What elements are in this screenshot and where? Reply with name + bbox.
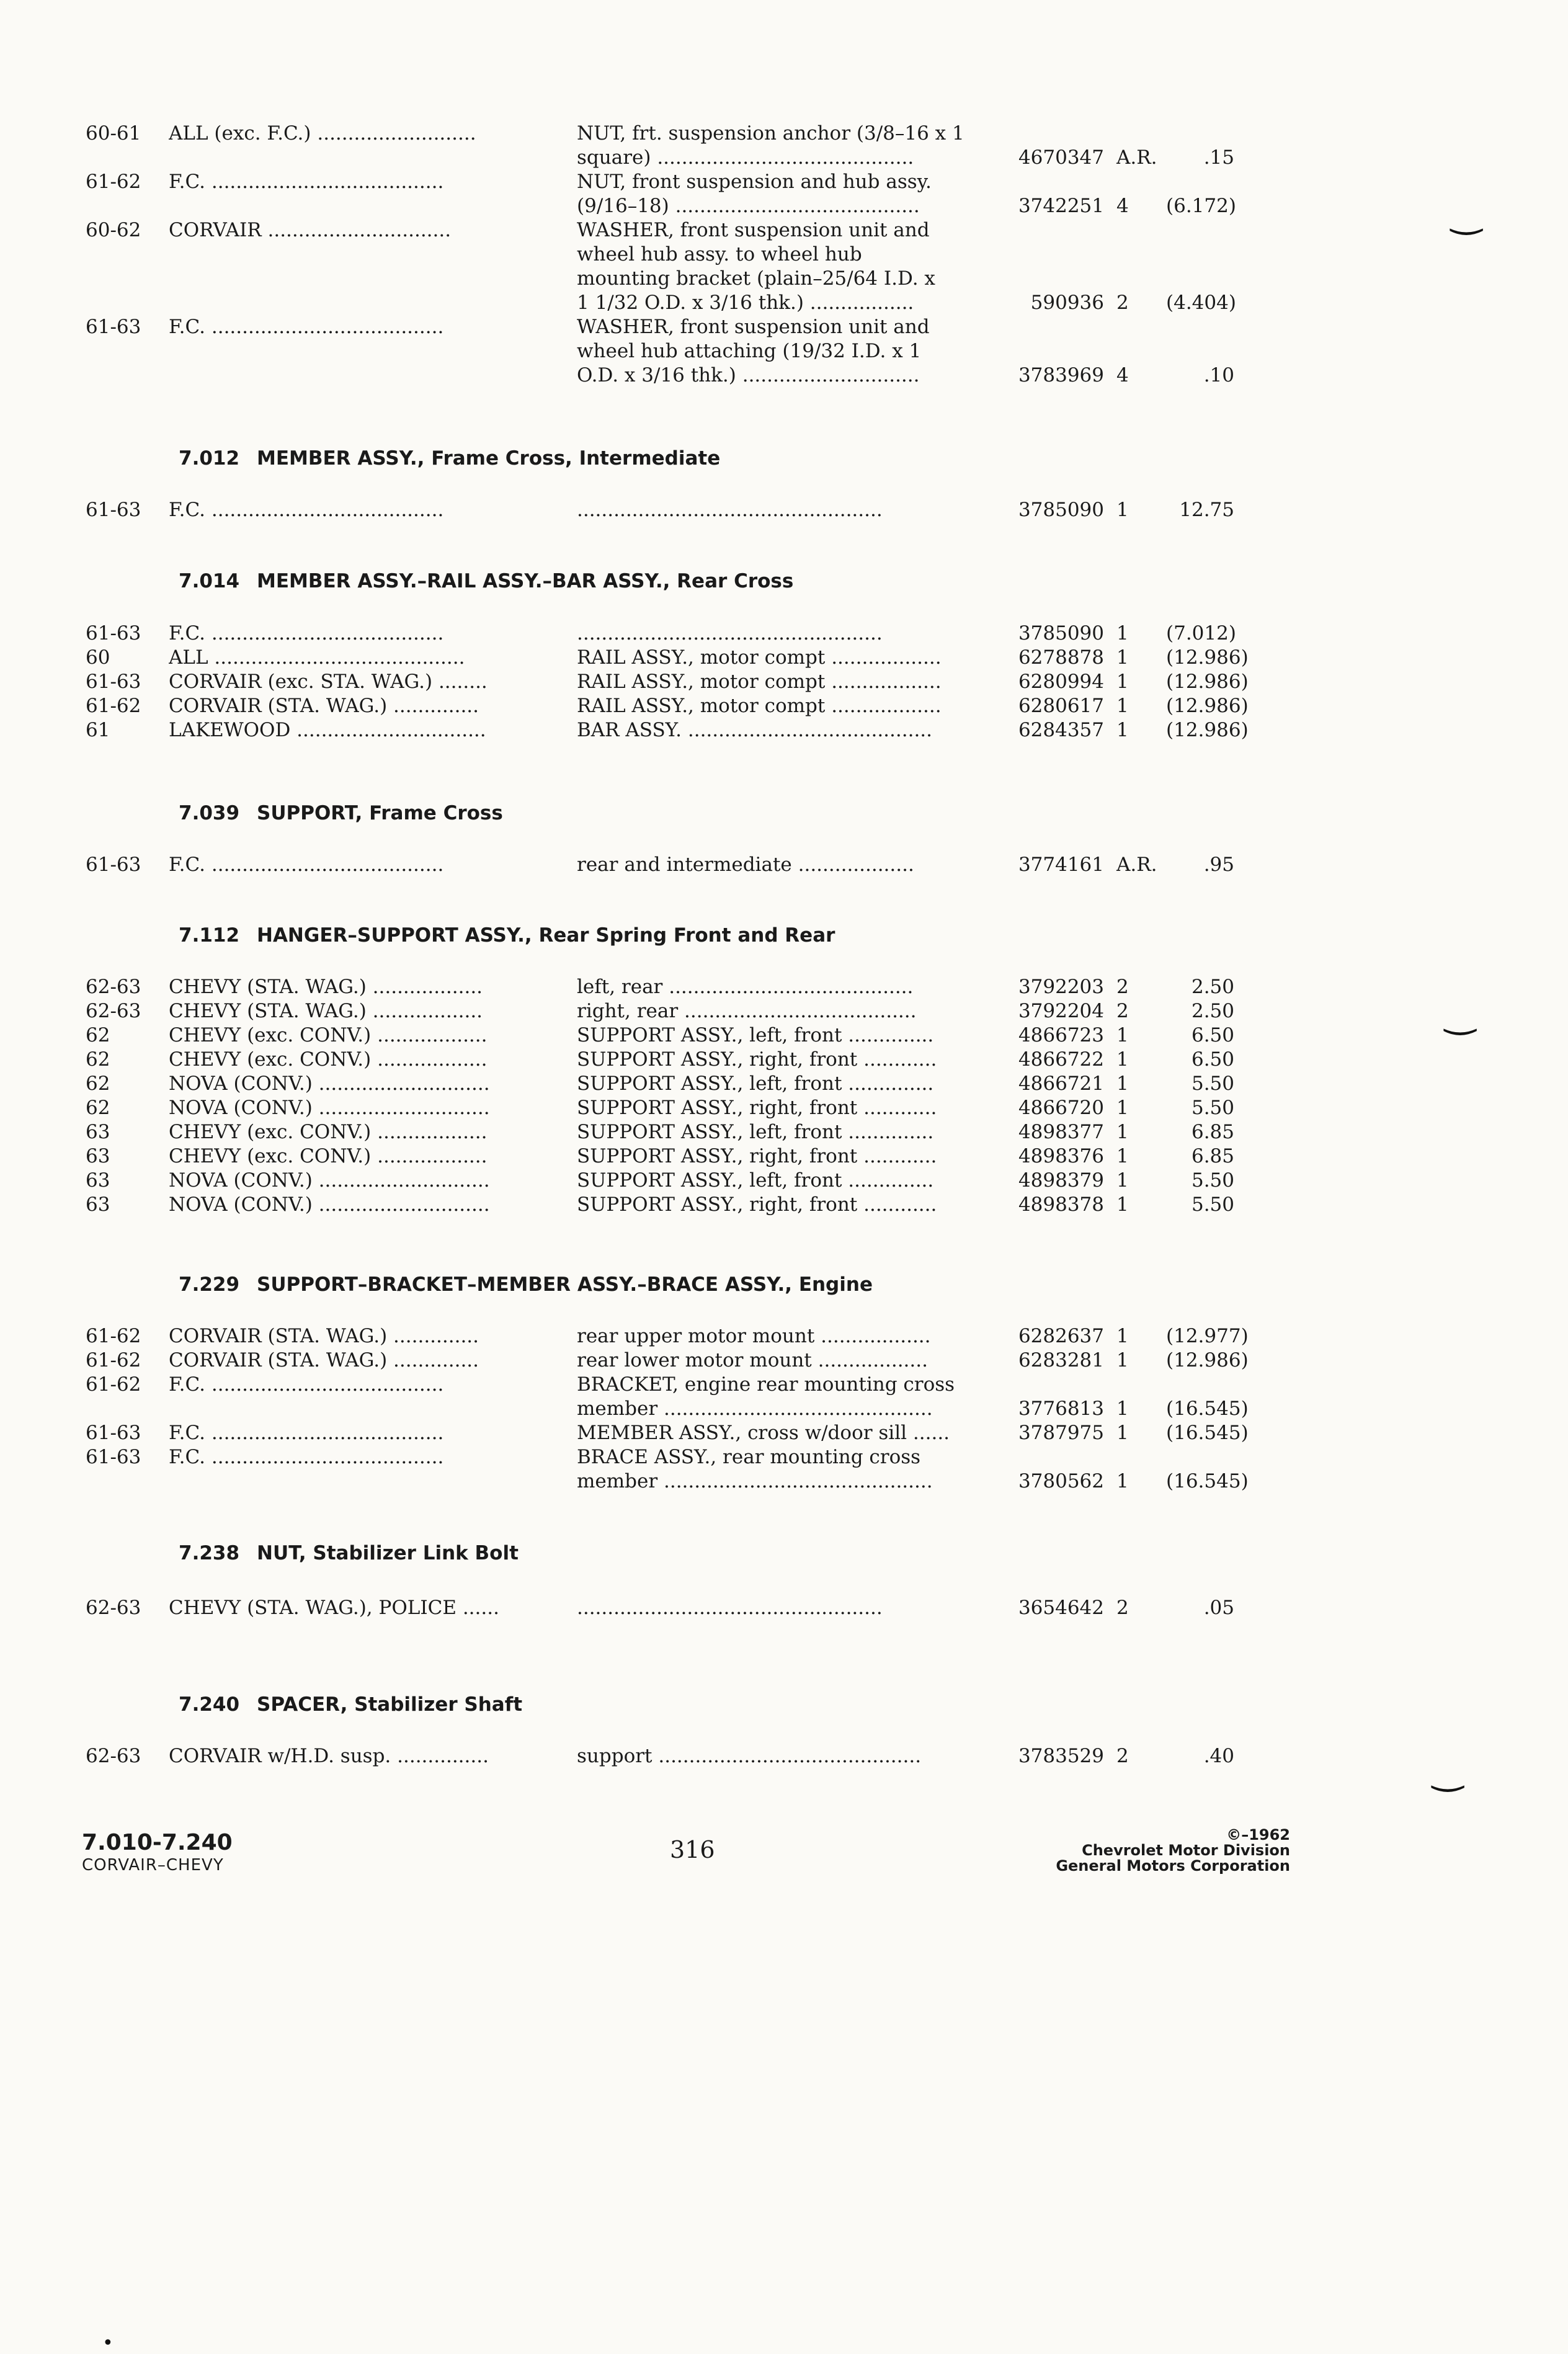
quantity-cell: 1 [1116,499,1129,521]
binding-mark-icon: ‿ [1451,192,1482,236]
description-cell: SUPPORT ASSY., left, front .............. [577,1072,934,1095]
table-row [0,1420,1568,1445]
speck-mark-icon: • [102,2332,114,2354]
section-number: 7.039 [179,802,240,824]
price-cell: (12.986) [1166,719,1249,741]
description-cell: 1 1/32 O.D. x 3/16 thk.) ................. [577,292,914,314]
price-cell: 12.75 [1179,499,1234,521]
description-cell: .................................................. [577,622,883,644]
price-cell: (6.172) [1166,195,1236,217]
price-cell: .40 [1203,1745,1234,1767]
price-cell: 5.50 [1191,1169,1234,1192]
description-cell: mounting bracket (plain–25/64 I.D. x [577,267,935,290]
price-cell: (4.404) [1166,292,1236,314]
part-number-cell: 3787975 [1018,1422,1104,1444]
description-cell: left, rear ........................................ [577,976,914,998]
description-cell: SUPPORT ASSY., left, front .............. [577,1024,934,1046]
footer-corporation: General Motors Corporation [1056,1857,1290,1875]
model-cell: ALL (exc. F.C.) .......................... [169,122,476,145]
table-row [0,621,1568,646]
description-cell: SUPPORT ASSY., right, front ............ [577,1145,937,1167]
part-number-cell: 4898377 [1018,1121,1104,1143]
section-title: MEMBER ASSY., Frame Cross, Intermediate [257,447,721,470]
table-row [0,1144,1568,1169]
price-cell: .95 [1203,854,1234,876]
description-cell: rear lower motor mount .................. [577,1349,928,1371]
model-cell: CHEVY (STA. WAG.) .................. [169,1000,483,1022]
model-cell: CHEVY (exc. CONV.) .................. [169,1048,488,1071]
price-cell: (12.986) [1166,1349,1249,1371]
table-row [0,1047,1568,1072]
table-row [0,290,1568,315]
year-cell: 61-63 [86,854,141,876]
part-number-cell: 6280994 [1018,671,1104,693]
table-row [0,121,1568,146]
section-number: 7.012 [179,447,240,470]
table-row [0,852,1568,877]
description-cell: NUT, frt. suspension anchor (3/8–16 x 1 [577,122,964,145]
part-number-cell: 4898379 [1018,1169,1104,1192]
footer-division: Chevrolet Motor Division [1082,1842,1290,1859]
table-row [0,145,1568,170]
table-row [0,1071,1568,1096]
model-cell: F.C. ...................................... [169,1422,444,1444]
quantity-cell: 1 [1116,1193,1129,1216]
table-row [0,718,1568,742]
description-cell: SUPPORT ASSY., right, front ............ [577,1097,937,1119]
quantity-cell: 1 [1116,1097,1129,1119]
part-number-cell: 3654642 [1018,1597,1104,1619]
model-cell: CORVAIR (STA. WAG.) .............. [169,695,479,717]
model-cell: NOVA (CONV.) ............................ [169,1097,490,1119]
table-row [0,1324,1568,1349]
price-cell: 6.50 [1191,1048,1234,1071]
model-cell: CORVAIR w/H.D. susp. ............... [169,1745,489,1767]
table-row [0,974,1568,999]
price-cell: 5.50 [1191,1072,1234,1095]
quantity-cell: 4 [1116,364,1129,386]
model-cell: CHEVY (exc. CONV.) .................. [169,1121,488,1143]
part-number-cell: 6283281 [1018,1349,1104,1371]
table-row [0,1192,1568,1217]
quantity-cell: 4 [1116,195,1129,217]
year-cell: 62 [86,1048,110,1071]
description-cell: RAIL ASSY., motor compt .................. [577,695,942,717]
year-cell: 61 [86,719,110,741]
model-cell: LAKEWOOD ............................... [169,719,486,741]
price-cell: 2.50 [1191,976,1234,998]
description-cell: SUPPORT ASSY., left, front .............. [577,1169,934,1192]
section-title: MEMBER ASSY.–RAIL ASSY.–BAR ASSY., Rear Cross [257,570,794,592]
part-number-cell: 4898376 [1018,1145,1104,1167]
quantity-cell: 2 [1116,292,1129,314]
price-cell: (7.012) [1166,622,1236,644]
year-cell: 60-62 [86,219,141,241]
table-row [0,1023,1568,1048]
footer-copyright: ©–1962 [1226,1826,1290,1844]
table-row [0,999,1568,1023]
price-cell: (16.545) [1166,1398,1249,1420]
table-row [0,1595,1568,1620]
price-cell: 6.50 [1191,1024,1234,1046]
description-cell: wheel hub attaching (19/32 I.D. x 1 [577,340,922,362]
description-cell: BAR ASSY. ........................................ [577,719,933,741]
table-row [0,1469,1568,1494]
description-cell: support ........................................... [577,1745,922,1767]
part-number-cell: 3783529 [1018,1745,1104,1767]
model-cell: CHEVY (STA. WAG.), POLICE ...... [169,1597,499,1619]
model-cell: CORVAIR .............................. [169,219,452,241]
year-cell: 62 [86,1072,110,1095]
year-cell: 63 [86,1121,110,1143]
description-cell: .................................................. [577,499,883,521]
part-number-cell: 6284357 [1018,719,1104,741]
year-cell: 62-63 [86,1745,141,1767]
year-cell: 61-62 [86,1349,141,1371]
model-cell: F.C. ...................................... [169,171,444,193]
year-cell: 62-63 [86,976,141,998]
section-heading [179,922,835,948]
price-cell: (12.986) [1166,671,1249,693]
quantity-cell: 1 [1116,1048,1129,1071]
quantity-cell: 1 [1116,671,1129,693]
model-cell: CHEVY (exc. CONV.) .................. [169,1024,488,1046]
table-row [0,1168,1568,1193]
description-cell: O.D. x 3/16 thk.) ............................. [577,364,920,386]
description-cell: BRACKET, engine rear mounting cross [577,1373,955,1396]
year-cell: 61-62 [86,171,141,193]
table-row [0,1372,1568,1397]
description-cell: SUPPORT ASSY., right, front ............ [577,1048,937,1071]
table-row [0,1396,1568,1421]
year-cell: 61-63 [86,499,141,521]
price-cell: 6.85 [1191,1121,1234,1143]
table-row [0,497,1568,522]
year-cell: 61-62 [86,1373,141,1396]
year-cell: 61-63 [86,622,141,644]
quantity-cell: 1 [1116,1349,1129,1371]
quantity-cell: 1 [1116,1422,1129,1444]
section-number: 7.112 [179,924,240,947]
part-number-cell: 4670347 [1018,146,1104,169]
price-cell: (12.977) [1166,1325,1249,1347]
part-number-cell: 3783969 [1018,364,1104,386]
quantity-cell: A.R. [1116,854,1157,876]
model-cell: F.C. ...................................... [169,1446,444,1468]
year-cell: 61-62 [86,695,141,717]
description-cell: wheel hub assy. to wheel hub [577,243,862,265]
year-cell: 61-62 [86,1325,141,1347]
description-cell: member ............................................ [577,1470,933,1492]
section-title: SUPPORT–BRACKET–MEMBER ASSY.–BRACE ASSY., Engine [257,1273,873,1296]
description-cell: (9/16–18) ........................................ [577,195,920,217]
section-title: SUPPORT, Frame Cross [257,802,503,824]
table-row [0,645,1568,670]
price-cell: (16.545) [1166,1422,1249,1444]
section-heading [179,568,793,594]
section-title: SPACER, Stabilizer Shaft [257,1693,523,1716]
price-cell: 5.50 [1191,1097,1234,1119]
year-cell: 61-63 [86,1422,141,1444]
footer-section-range: 7.010-7.240 [82,1830,233,1855]
model-cell: ALL ......................................... [169,646,465,669]
price-cell: .15 [1203,146,1234,169]
part-number-cell: 6278878 [1018,646,1104,669]
part-number-cell: 3792204 [1018,1000,1104,1022]
description-cell: WASHER, front suspension unit and [577,219,930,241]
description-cell: SUPPORT ASSY., right, front ............ [577,1193,937,1216]
table-row [0,169,1568,194]
model-cell: F.C. ...................................... [169,854,444,876]
part-number-cell: 4866723 [1018,1024,1104,1046]
model-cell: F.C. ...................................... [169,499,444,521]
quantity-cell: 1 [1116,1169,1129,1192]
model-cell: CORVAIR (STA. WAG.) .............. [169,1349,479,1371]
description-cell: rear and intermediate ................... [577,854,914,876]
quantity-cell: 1 [1116,1325,1129,1347]
model-cell: F.C. ...................................... [169,1373,444,1396]
section-heading [179,1272,873,1298]
year-cell: 63 [86,1193,110,1216]
quantity-cell: 1 [1116,1121,1129,1143]
quantity-cell: 1 [1116,1072,1129,1095]
model-cell: CORVAIR (STA. WAG.) .............. [169,1325,479,1347]
quantity-cell: 2 [1116,1000,1129,1022]
year-cell: 62 [86,1097,110,1119]
model-cell: CORVAIR (exc. STA. WAG.) ........ [169,671,488,693]
table-row [0,1445,1568,1469]
model-cell: F.C. ...................................... [169,622,444,644]
description-cell: square) .......................................... [577,146,914,169]
part-number-cell: 3785090 [1018,499,1104,521]
description-cell: member ............................................ [577,1398,933,1420]
price-cell: 2.50 [1191,1000,1234,1022]
quantity-cell: 1 [1116,695,1129,717]
year-cell: 62-63 [86,1597,141,1619]
year-cell: 63 [86,1145,110,1167]
description-cell: .................................................. [577,1597,883,1619]
price-cell: (12.986) [1166,695,1249,717]
model-cell: CHEVY (STA. WAG.) .................. [169,976,483,998]
part-number-cell: 3780562 [1018,1470,1104,1492]
part-number-cell: 4866722 [1018,1048,1104,1071]
binding-mark-icon: ‿ [1445,992,1476,1036]
price-cell: .05 [1203,1597,1234,1619]
quantity-cell: 2 [1116,1745,1129,1767]
description-cell: RAIL ASSY., motor compt .................. [577,671,942,693]
table-row [0,363,1568,388]
part-number-cell: 590936 [1030,292,1104,314]
binding-mark-icon: ‿ [1433,1749,1463,1793]
section-heading [179,1540,519,1566]
section-number: 7.229 [179,1273,240,1296]
table-row [0,314,1568,339]
page-number: 316 [670,1836,715,1863]
year-cell: 62-63 [86,1000,141,1022]
quantity-cell: 1 [1116,646,1129,669]
section-title: NUT, Stabilizer Link Bolt [257,1542,519,1564]
quantity-cell: 2 [1116,1597,1129,1619]
part-number-cell: 3785090 [1018,622,1104,644]
table-row [0,266,1568,291]
year-cell: 62 [86,1024,110,1046]
table-row [0,1744,1568,1768]
price-cell: (12.986) [1166,646,1249,669]
model-cell: CHEVY (exc. CONV.) .................. [169,1145,488,1167]
section-heading [179,1692,522,1718]
quantity-cell: 2 [1116,976,1129,998]
description-cell: MEMBER ASSY., cross w/door sill ...... [577,1422,950,1444]
table-row [0,1120,1568,1144]
model-cell: NOVA (CONV.) ............................ [169,1169,490,1192]
part-number-cell: 3774161 [1018,854,1104,876]
section-heading [179,445,720,471]
table-row [0,242,1568,267]
price-cell: (16.545) [1166,1470,1249,1492]
description-cell: rear upper motor mount .................. [577,1325,931,1347]
price-cell: .10 [1203,364,1234,386]
table-row [0,1348,1568,1373]
quantity-cell: A.R. [1116,146,1157,169]
part-number-cell: 6280617 [1018,695,1104,717]
quantity-cell: 1 [1116,1145,1129,1167]
quantity-cell: 1 [1116,1398,1129,1420]
table-row [0,669,1568,694]
year-cell: 60-61 [86,122,141,145]
table-row [0,1095,1568,1120]
quantity-cell: 1 [1116,719,1129,741]
description-cell: WASHER, front suspension unit and [577,316,930,338]
part-number-cell: 3776813 [1018,1398,1104,1420]
quantity-cell: 1 [1116,1470,1129,1492]
year-cell: 61-63 [86,1446,141,1468]
model-cell: NOVA (CONV.) ............................ [169,1072,490,1095]
quantity-cell: 1 [1116,622,1129,644]
table-row [0,693,1568,718]
section-number: 7.240 [179,1693,240,1716]
table-row [0,218,1568,243]
model-cell: NOVA (CONV.) ............................ [169,1193,490,1216]
section-title: HANGER–SUPPORT ASSY., Rear Spring Front and Rear [257,924,835,947]
part-number-cell: 4898378 [1018,1193,1104,1216]
description-cell: RAIL ASSY., motor compt .................. [577,646,942,669]
price-cell: 6.85 [1191,1145,1234,1167]
section-number: 7.238 [179,1542,240,1564]
model-cell: F.C. ...................................... [169,316,444,338]
part-number-cell: 6282637 [1018,1325,1104,1347]
table-row [0,194,1568,218]
description-cell: BRACE ASSY., rear mounting cross [577,1446,921,1468]
year-cell: 60 [86,646,110,669]
part-number-cell: 3742251 [1018,195,1104,217]
part-number-cell: 4866720 [1018,1097,1104,1119]
part-number-cell: 4866721 [1018,1072,1104,1095]
quantity-cell: 1 [1116,1024,1129,1046]
description-cell: NUT, front suspension and hub assy. [577,171,932,193]
section-heading [179,800,503,826]
section-number: 7.014 [179,570,240,592]
table-row [0,339,1568,363]
description-cell: SUPPORT ASSY., left, front .............. [577,1121,934,1143]
footer-series: CORVAIR–CHEVY [82,1856,224,1875]
price-cell: 5.50 [1191,1193,1234,1216]
part-number-cell: 3792203 [1018,976,1104,998]
description-cell: right, rear ...................................... [577,1000,917,1022]
year-cell: 61-63 [86,671,141,693]
year-cell: 61-63 [86,316,141,338]
year-cell: 63 [86,1169,110,1192]
